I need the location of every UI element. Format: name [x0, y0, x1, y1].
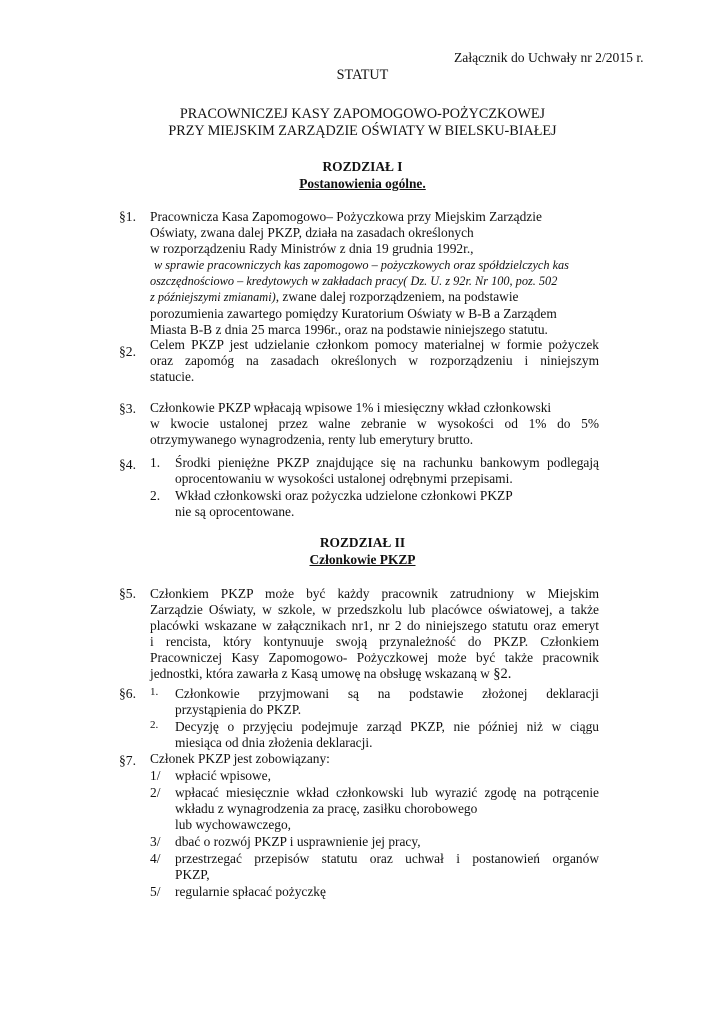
paragraph-7-item-4-number: 4/ — [150, 851, 161, 866]
paragraph-4-item-2-number: 2. — [150, 488, 161, 503]
paragraph-7-item-1: wpłacić wpisowe, — [175, 768, 271, 783]
paragraph-4-line: nie są oprocentowane. — [175, 504, 295, 520]
paragraph-3-body — [150, 400, 599, 448]
paragraph-2-label: §2. — [119, 344, 136, 359]
document-subtitle-line-1: PRACOWNICZEJ KASY ZAPOMOGOWO-POŻYCZKOWEJ — [179, 106, 546, 122]
paragraph-5-label: §5. — [119, 586, 136, 601]
paragraph-7-item-5: regularnie spłacać pożyczkę — [175, 884, 326, 899]
paragraph-1-line: Oświaty, zwana dalej PKZP, działa na zasadach określonych — [150, 225, 474, 241]
paragraph-7-line: przestrzegać przepisów statutu oraz uchwał i postanowień organów — [175, 851, 599, 866]
paragraph-1-line: porozumienia zawartego pomiędzy Kuratorium Oświaty w B-B a Zarządem — [150, 305, 557, 321]
paragraph-4-label: §4. — [119, 457, 136, 472]
paragraph-3-label: §3. — [119, 401, 136, 416]
paragraph-7-line: wpłacać miesięcznie wkład członkowski lub wyrazić zgodę na potrącenie — [175, 785, 599, 800]
paragraph-3-line: Członkowie PKZP wpłacają wpisowe 1% i miesięczny wkład członkowski — [150, 400, 552, 415]
document-title: STATUT — [336, 67, 389, 83]
paragraph-6-item-2 — [175, 719, 599, 751]
paragraph-5-body — [150, 586, 599, 683]
paragraph-7-item-3: dbać o rozwój PKZP i usprawnienie jej pracy, — [175, 834, 421, 849]
paragraph-4-line: oprocentowaniu w wysokości ustalonej odrębnymi przepisami. — [175, 471, 513, 487]
chapter-1-heading: ROZDZIAŁ I — [322, 159, 403, 174]
paragraph-4-line: Środki pieniężne PKZP znajdujące się na rachunku bankowym podlegają — [175, 455, 599, 470]
paragraph-2-line: oraz zapomóg na zasadach określonych w rozporządzeniu i niniejszym — [150, 353, 599, 369]
chapter-2-heading: ROZDZIAŁ II — [319, 535, 406, 550]
paragraph-1-line: Pracownicza Kasa Zapomogowo– Pożyczkowa przy Miejskim Zarządzie — [150, 209, 542, 224]
paragraph-6-item-2-number: 2. — [150, 719, 159, 731]
paragraph-6-line: Członkowie przyjmowani są na podstawie złożonej deklaracji — [175, 686, 599, 701]
paragraph-1-label: §1. — [119, 209, 136, 224]
paragraph-2-line: Celem PKZP jest udzielanie członkom pomocy materialnej w formie pożyczek — [150, 337, 599, 352]
paragraph-1-line: w sprawie pracowniczych kas zapomogowo – pożyczkowych oraz spółdzielczych kas — [154, 258, 569, 273]
paragraph-6-line: miesiąca od dnia złożenia deklaracji. — [175, 735, 373, 751]
paragraph-4-line: Wkład członkowski oraz pożyczka udzielone członkowi PKZP — [175, 488, 513, 503]
paragraph-2-body — [150, 337, 599, 385]
paragraph-7-item-4 — [175, 851, 599, 883]
paragraph-7-item-2-number: 2/ — [150, 785, 161, 800]
paragraph-7-label: §7. — [119, 753, 136, 768]
paragraph-4-item-2 — [175, 488, 599, 520]
paragraph-3-line: w kwocie ustalonej przez walne zebranie w wysokości od 1% do 5% — [150, 416, 599, 432]
paragraph-5-line: Członkiem PKZP może być każdy pracownik zatrudniony w Miejskim — [150, 586, 599, 601]
paragraph-7-item-5-number: 5/ — [150, 884, 161, 899]
paragraph-1-line: oszczędnościowo – kredytowych w zakładach pracy( Dz. U. z 92r. Nr 100, poz. 502 — [150, 274, 558, 289]
attachment-note: Załącznik do Uchwały nr 2/2015 r. — [454, 50, 644, 65]
paragraph-7-line: lub wychowawczego, — [175, 817, 292, 833]
paragraph-7-line: wkładu z wynagrodzenia za pracę, zasiłku chorobowego — [175, 801, 478, 817]
paragraph-5-line: jednostki, która zawarła z Kasą umowę na obsługę wskazaną w — [150, 666, 490, 682]
paragraph-7-item-3-number: 3/ — [150, 834, 161, 849]
paragraph-1-body — [150, 209, 570, 338]
chapter-1-title: Postanowienia ogólne. — [299, 176, 426, 191]
paragraph-6-line: Decyzję o przyjęciu podejmuje zarząd PKZP, nie później niż w ciągu — [175, 719, 599, 734]
paragraph-5-reference: §2. — [493, 666, 512, 683]
paragraph-7-item-1-number: 1/ — [150, 768, 161, 783]
paragraph-1-line: Miasta B-B z dnia 25 marca 1996r., oraz na podstawie niniejszego statutu. — [150, 321, 548, 337]
paragraph-4-item-1 — [175, 455, 599, 487]
paragraph-7-item-2 — [175, 785, 599, 833]
paragraph-6-item-1 — [175, 686, 599, 718]
paragraph-7-intro: Członek PKZP jest zobowiązany: — [150, 751, 330, 766]
paragraph-3-line: otrzymywanego wynagrodzenia, renty lub emerytury brutto. — [150, 432, 474, 448]
document-subtitle-line-2: PRZY MIEJSKIM ZARZĄDZIE OŚWIATY W BIELSKU-BIAŁEJ — [168, 123, 557, 139]
paragraph-6-line: przystąpienia do PKZP. — [175, 702, 302, 718]
paragraph-5-line: Pracowniczej Kasy Zapomogowo- Pożyczkowej może być także pracownik — [150, 650, 599, 666]
paragraph-5-line: Zarządzie Oświaty, w szkole, w przedszkolu lub placówce oświatowej, a także — [150, 602, 599, 618]
paragraph-1-legal-reference: z późniejszymi zmianami) — [150, 290, 276, 305]
paragraph-1-line: , zwane dalej rozporządzeniem, na podstawie — [275, 289, 519, 305]
paragraph-6-label: §6. — [119, 686, 136, 701]
paragraph-5-line: placówki wskazane w załącznikach nr1, nr 2 do niniejszego statutu oraz emeryt — [150, 618, 599, 634]
paragraph-5-line: i rencista, który kontynuuje swoją przynależność do PKZP. Członkiem — [150, 634, 599, 650]
paragraph-7-line: PKZP, — [175, 867, 210, 883]
chapter-2-title: Członkowie PKZP — [309, 552, 416, 567]
paragraph-2-line: statucie. — [150, 369, 195, 385]
paragraph-4-item-1-number: 1. — [150, 455, 161, 470]
paragraph-6-item-1-number: 1. — [150, 686, 159, 698]
paragraph-1-line: w rozporządzeniu Rady Ministrów z dnia 19 grudnia 1992r., — [150, 241, 474, 257]
